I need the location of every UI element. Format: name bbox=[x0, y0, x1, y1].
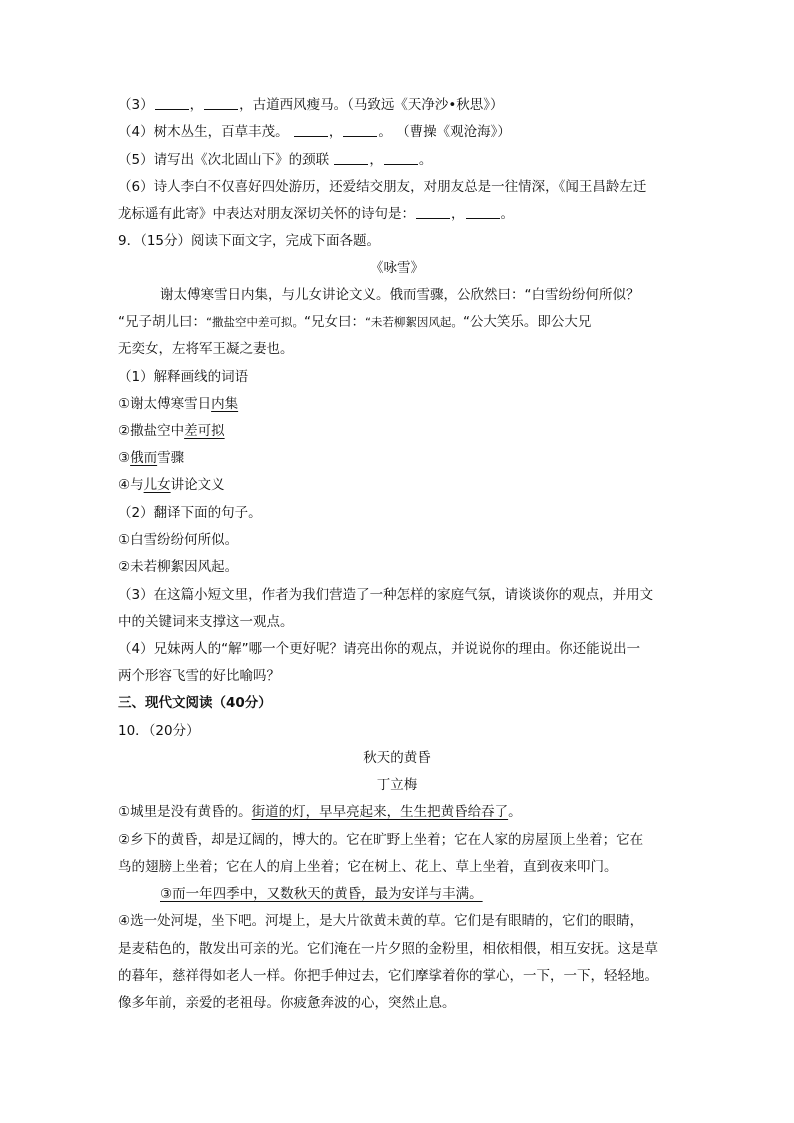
q10-para-2-line2: 鸟的翅膀上坐着；它在人的肩上坐着；它在树上、花上、草上坐着，直到夜来叩门。 bbox=[118, 859, 618, 875]
q8-item-3-prefix: （3） bbox=[118, 97, 154, 113]
q10-para-1 bbox=[118, 802, 522, 822]
q9-passage-line3: 无奕女，左将军王凝之妻也。 bbox=[118, 341, 294, 357]
q10-para-2-line1: ②乡下的黄昏，却是辽阔的，博大的。它在旷野上坐着；它在人家的房屋顶上坐着；它在 bbox=[118, 832, 644, 848]
answer-blank[interactable] bbox=[343, 122, 377, 137]
q8-item-5-separator: ， bbox=[369, 152, 383, 168]
q8-item-4 bbox=[118, 122, 511, 142]
q9-sub1-prompt: （1）解释画线的词语 bbox=[118, 369, 249, 385]
word-context: 讲论文义 bbox=[170, 477, 225, 493]
word-context: ①谢太傅寒雪日 bbox=[118, 396, 212, 412]
word-number: ③ bbox=[118, 450, 131, 466]
q10-para-3: ③而一年四季中，又数秋天的黄昏，最为安详与丰满。 bbox=[160, 886, 483, 902]
q10-header: 10．（20分） bbox=[118, 723, 200, 739]
answer-blank[interactable] bbox=[384, 150, 418, 165]
q8-item-3 bbox=[118, 95, 504, 115]
q10-para-4-line1: ④选一处河堤，坐下吧。河堤上，是大片欲黄未黄的草。它们是有眼睛的，它们的眼睛， bbox=[118, 913, 644, 929]
q9-word-3 bbox=[118, 448, 184, 468]
answer-blank[interactable] bbox=[294, 122, 328, 137]
q8-item-5 bbox=[118, 150, 432, 170]
q8-item-6-line1: （6）诗人李白不仅喜好四处游历，还爱结交朋友，对朋友总是一往情深，《闻王昌龄左迁 bbox=[118, 179, 647, 195]
q9-translate-2: ②未若柳絮因风起。 bbox=[118, 559, 239, 575]
word-context: 雪骤 bbox=[157, 450, 185, 466]
answer-blank[interactable] bbox=[466, 204, 500, 219]
section-3-heading: 三、现代文阅读（40分） bbox=[118, 695, 272, 711]
answer-blank[interactable] bbox=[416, 204, 450, 219]
word-context: ②撒盐空中 bbox=[118, 423, 185, 439]
q10-passage-title: 秋天的黄昏 bbox=[363, 750, 431, 766]
q8-item-6-line2 bbox=[118, 204, 514, 224]
q9-sub3-line1: （3）在这篇小短文里，作者为我们营造了一种怎样的家庭气氛，请谈谈你的观点，并用文 bbox=[118, 587, 654, 603]
q8-item-6-separator: ， bbox=[451, 206, 465, 222]
q10-para-4-line4: 像多年前，亲爱的老祖母。你疲惫奔波的心，突然止息。 bbox=[118, 995, 456, 1011]
q9-word-4 bbox=[118, 475, 225, 495]
q9-passage-quote: “撒盐空中差可拟。 bbox=[206, 315, 304, 329]
answer-blank[interactable] bbox=[204, 95, 238, 110]
q10-para-4-line3: 的暮年，慈祥得如老人一样。你把手伸过去，它们摩挲着你的掌心，一下，一下，轻轻地。 bbox=[118, 968, 658, 984]
q9-word-1 bbox=[118, 394, 238, 414]
q8-item-3-separator: ， bbox=[189, 97, 204, 113]
q9-passage-quote: “未若柳絮因风起。 bbox=[364, 315, 463, 329]
q10-para-4-line2: 是麦秸色的，散发出可亲的光。它们淹在一片夕照的金粉里，相依相偎，相互安抚。这是草 bbox=[118, 941, 658, 957]
q9-passage-line2 bbox=[118, 312, 591, 332]
q9-sub4-line2: 两个形容飞雪的好比喻吗？ bbox=[118, 668, 280, 684]
q9-passage-line1: 谢太傅寒雪日内集，与儿女讲论文义。俄而雪骤，公欣然曰：“白雪纷纷何所似？ bbox=[160, 287, 640, 303]
q9-passage-title: 《咏雪》 bbox=[370, 260, 424, 276]
q8-item-4-source: 。 （曹操《观沧海》） bbox=[378, 124, 511, 140]
para-text: ①城里是没有黄昏的。 bbox=[118, 804, 252, 820]
underlined-word: 俄而 bbox=[130, 450, 158, 466]
para-text: 。 bbox=[508, 804, 522, 820]
answer-blank[interactable] bbox=[334, 150, 368, 165]
word-context: ④与 bbox=[118, 477, 144, 493]
q8-item-6-end: 。 bbox=[500, 206, 514, 222]
q8-item-6-text: 龙标遥有此寄》中表达对朋友深切关怀的诗句是： bbox=[118, 206, 415, 222]
q8-item-4-separator: ， bbox=[328, 124, 343, 140]
q9-word-2 bbox=[118, 421, 225, 441]
q8-item-3-text: ，古道西风瘦马。（马致远《天净沙•秋思》） bbox=[239, 97, 504, 113]
underlined-word: 差可拟 bbox=[184, 423, 225, 439]
underlined-word: 儿女 bbox=[143, 477, 171, 493]
underlined-word: 内集 bbox=[211, 396, 239, 412]
answer-blank[interactable] bbox=[155, 95, 189, 110]
q9-sub2-prompt: （2）翻译下面的句子。 bbox=[118, 505, 262, 521]
q9-sub3-line2: 中的关键词来支撑这一观点。 bbox=[118, 614, 294, 630]
q9-sub4-line1: （4）兄妹两人的“解”哪一个更好呢？请亮出你的观点，并说说你的理由。你还能说出一 bbox=[118, 641, 641, 657]
q9-passage-text: “兄女曰： bbox=[303, 314, 365, 330]
q9-passage-text: “公大笑乐。即公大兄 bbox=[462, 314, 592, 330]
q10-passage-author: 丁立梅 bbox=[376, 777, 418, 793]
q9-translate-1: ①白雪纷纷何所似。 bbox=[118, 532, 239, 548]
q8-item-5-text: （5）请写出《次北固山下》的颈联 bbox=[118, 152, 334, 168]
underlined-sentence: 街道的灯，早早亮起来，生生把黄昏给吞了 bbox=[251, 804, 509, 820]
q8-item-5-end: 。 bbox=[418, 152, 433, 168]
q8-item-4-text: （4）树木丛生，百草丰茂。 bbox=[118, 124, 293, 140]
q9-passage-text: “兄子胡儿曰： bbox=[118, 314, 206, 330]
q9-header: 9．（15分）阅读下面文字，完成下面各题。 bbox=[118, 233, 381, 249]
